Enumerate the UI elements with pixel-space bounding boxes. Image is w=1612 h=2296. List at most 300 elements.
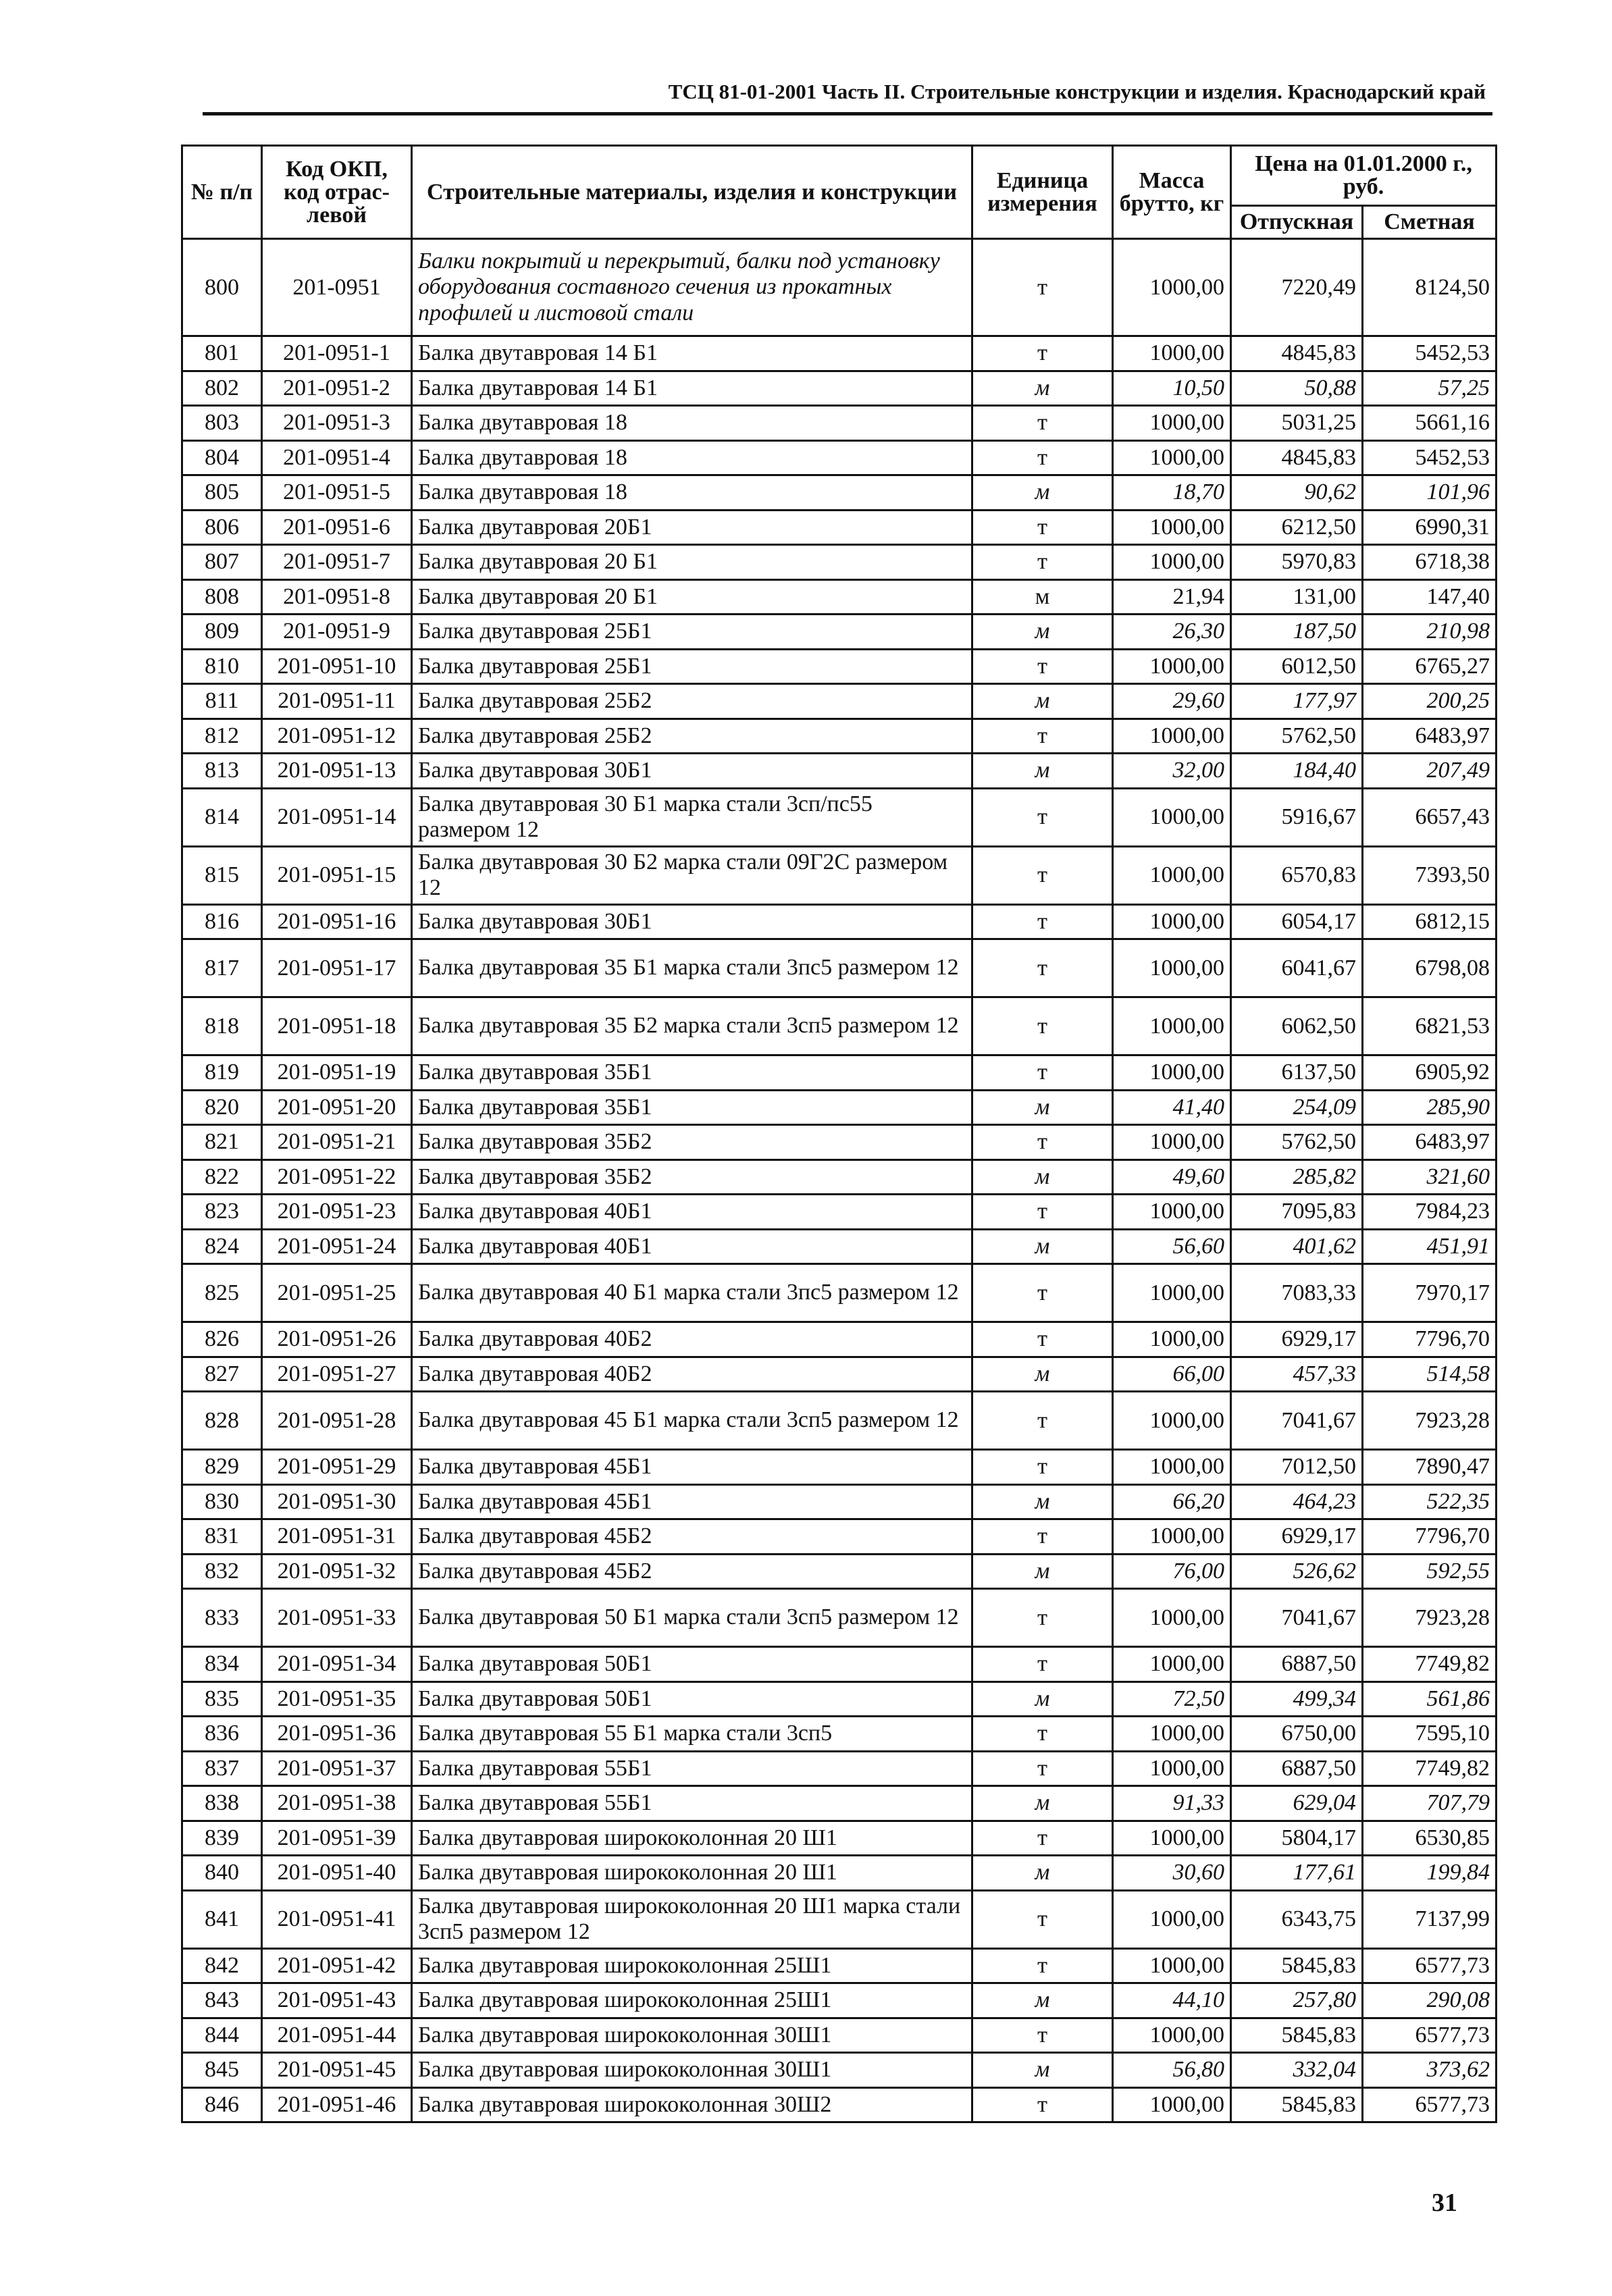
table-body (182, 239, 1497, 2122)
cell-release-price: 4845,83 (1231, 440, 1363, 475)
cell-item-name: Балка двутавровая 25Б1 (412, 649, 972, 684)
cell-estimate-price: 592,55 (1363, 1554, 1497, 1589)
table-row (182, 1890, 1497, 1948)
cell-gross-mass: 1000,00 (1113, 2087, 1231, 2122)
cell-okp-code: 201-0951-9 (262, 615, 412, 650)
cell-release-price: 7083,33 (1231, 1264, 1363, 1322)
cell-release-price: 5031,25 (1231, 406, 1363, 441)
cell-release-price: 6062,50 (1231, 997, 1363, 1055)
cell-unit: т (972, 545, 1113, 580)
cell-release-price: 6137,50 (1231, 1055, 1363, 1091)
cell-gross-mass: 41,40 (1113, 1090, 1231, 1125)
cell-gross-mass: 1000,00 (1113, 788, 1231, 846)
cell-release-price: 187,50 (1231, 615, 1363, 650)
cell-item-name: Балки покрытий и перекрытий, балки под установку оборудования составного сечения из прокатных профилей и листовой стали (412, 239, 972, 336)
cell-item-name: Балка двутавровая ширококолонная 25Ш1 (412, 1983, 972, 2018)
cell-row-number: 812 (182, 719, 262, 754)
cell-estimate-price: 522,35 (1363, 1484, 1497, 1519)
cell-unit: м (972, 1484, 1113, 1519)
cell-item-name: Балка двутавровая 45Б2 (412, 1519, 972, 1555)
cell-unit: м (972, 1229, 1113, 1264)
cell-row-number: 814 (182, 788, 262, 846)
cell-release-price: 7041,67 (1231, 1392, 1363, 1450)
cell-gross-mass: 1000,00 (1113, 1589, 1231, 1647)
cell-okp-code: 201-0951-11 (262, 684, 412, 719)
table-row (182, 1392, 1497, 1450)
table-row (182, 1554, 1497, 1589)
table-row (182, 1948, 1497, 1983)
cell-estimate-price: 200,25 (1363, 684, 1497, 719)
cell-release-price: 6929,17 (1231, 1519, 1363, 1555)
cell-unit: м (972, 1554, 1113, 1589)
cell-estimate-price: 5661,16 (1363, 406, 1497, 441)
cell-okp-code: 201-0951-30 (262, 1484, 412, 1519)
cell-gross-mass: 1000,00 (1113, 649, 1231, 684)
cell-gross-mass: 44,10 (1113, 1983, 1231, 2018)
cell-row-number: 822 (182, 1159, 262, 1195)
cell-estimate-price: 7796,70 (1363, 1519, 1497, 1555)
cell-estimate-price: 6821,53 (1363, 997, 1497, 1055)
table-row (182, 684, 1497, 719)
cell-gross-mass: 10,50 (1113, 371, 1231, 406)
table-row (182, 1681, 1497, 1717)
header-price-group: Цена на 01.01.2000 г., руб. (1231, 146, 1497, 206)
cell-row-number: 820 (182, 1090, 262, 1125)
cell-item-name: Балка двутавровая 35 Б1 марка стали 3пс5 размером 12 (412, 939, 972, 997)
cell-unit: м (972, 1090, 1113, 1125)
cell-okp-code: 201-0951-28 (262, 1392, 412, 1450)
table-row (182, 1229, 1497, 1264)
cell-estimate-price: 290,08 (1363, 1983, 1497, 2018)
cell-estimate-price: 210,98 (1363, 615, 1497, 650)
cell-row-number: 837 (182, 1751, 262, 1786)
cell-item-name: Балка двутавровая 55Б1 (412, 1786, 972, 1821)
table-row (182, 371, 1497, 406)
cell-estimate-price: 7393,50 (1363, 846, 1497, 904)
cell-release-price: 5916,67 (1231, 788, 1363, 846)
cell-unit: т (972, 1751, 1113, 1786)
cell-okp-code: 201-0951-45 (262, 2053, 412, 2088)
cell-item-name: Балка двутавровая 20 Б1 (412, 579, 972, 615)
cell-unit: т (972, 2087, 1113, 2122)
cell-row-number: 813 (182, 754, 262, 789)
cell-estimate-price: 7890,47 (1363, 1450, 1497, 1485)
cell-unit: м (972, 754, 1113, 789)
cell-okp-code: 201-0951-42 (262, 1948, 412, 1983)
table-row (182, 1717, 1497, 1752)
cell-okp-code: 201-0951-35 (262, 1681, 412, 1717)
cell-estimate-price: 6905,92 (1363, 1055, 1497, 1091)
cell-gross-mass: 1000,00 (1113, 904, 1231, 939)
cell-unit: т (972, 719, 1113, 754)
cell-release-price: 6929,17 (1231, 1322, 1363, 1357)
cell-unit: т (972, 1821, 1113, 1856)
cell-release-price: 5970,83 (1231, 545, 1363, 580)
cell-row-number: 835 (182, 1681, 262, 1717)
cell-item-name: Балка двутавровая 35Б2 (412, 1159, 972, 1195)
cell-release-price: 5762,50 (1231, 719, 1363, 754)
cell-okp-code: 201-0951-4 (262, 440, 412, 475)
table-row (182, 1159, 1497, 1195)
cell-release-price: 464,23 (1231, 1484, 1363, 1519)
cell-estimate-price: 199,84 (1363, 1856, 1497, 1891)
table-row (182, 1786, 1497, 1821)
cell-release-price: 5845,83 (1231, 2087, 1363, 2122)
table-row (182, 846, 1497, 904)
cell-item-name: Балка двутавровая 18 (412, 406, 972, 441)
cell-gross-mass: 91,33 (1113, 1786, 1231, 1821)
cell-release-price: 254,09 (1231, 1090, 1363, 1125)
cell-unit: м (972, 684, 1113, 719)
cell-unit: т (972, 336, 1113, 371)
cell-unit: м (972, 371, 1113, 406)
cell-item-name: Балка двутавровая 20 Б1 (412, 545, 972, 580)
cell-unit: м (972, 1681, 1113, 1717)
cell-row-number: 832 (182, 1554, 262, 1589)
cell-unit: м (972, 1983, 1113, 2018)
cell-estimate-price: 6990,31 (1363, 510, 1497, 545)
cell-estimate-price: 7984,23 (1363, 1195, 1497, 1230)
cell-item-name: Балка двутавровая 40Б2 (412, 1322, 972, 1357)
cell-release-price: 499,34 (1231, 1681, 1363, 1717)
cell-estimate-price: 6483,97 (1363, 1125, 1497, 1160)
cell-okp-code: 201-0951-34 (262, 1647, 412, 1682)
cell-item-name: Балка двутавровая 25Б2 (412, 719, 972, 754)
cell-item-name: Балка двутавровая ширококолонная 30Ш1 (412, 2018, 972, 2053)
cell-estimate-price: 7137,99 (1363, 1890, 1497, 1948)
cell-release-price: 50,88 (1231, 371, 1363, 406)
cell-row-number: 844 (182, 2018, 262, 2053)
cell-release-price: 257,80 (1231, 1983, 1363, 2018)
cell-item-name: Балка двутавровая 50 Б1 марка стали 3сп5 размером 12 (412, 1589, 972, 1647)
cell-item-name: Балка двутавровая ширококолонная 30Ш1 (412, 2053, 972, 2088)
cell-unit: т (972, 406, 1113, 441)
cell-gross-mass: 66,00 (1113, 1357, 1231, 1392)
cell-gross-mass: 1000,00 (1113, 997, 1231, 1055)
cell-item-name: Балка двутавровая 40Б1 (412, 1229, 972, 1264)
cell-okp-code: 201-0951-22 (262, 1159, 412, 1195)
cell-unit: т (972, 1717, 1113, 1752)
cell-row-number: 843 (182, 1983, 262, 2018)
cell-gross-mass: 49,60 (1113, 1159, 1231, 1195)
table-row (182, 475, 1497, 511)
cell-release-price: 7220,49 (1231, 239, 1363, 336)
cell-gross-mass: 18,70 (1113, 475, 1231, 511)
cell-row-number: 845 (182, 2053, 262, 2088)
cell-okp-code: 201-0951-41 (262, 1890, 412, 1948)
cell-item-name: Балка двутавровая 45Б1 (412, 1450, 972, 1485)
cell-item-name: Балка двутавровая 45Б1 (412, 1484, 972, 1519)
table-row (182, 1821, 1497, 1856)
cell-gross-mass: 1000,00 (1113, 1821, 1231, 1856)
cell-okp-code: 201-0951-6 (262, 510, 412, 545)
table-row (182, 615, 1497, 650)
table-row (182, 997, 1497, 1055)
cell-release-price: 131,00 (1231, 579, 1363, 615)
cell-gross-mass: 56,80 (1113, 2053, 1231, 2088)
cell-gross-mass: 1000,00 (1113, 1392, 1231, 1450)
cell-unit: м (972, 2053, 1113, 2088)
cell-okp-code: 201-0951-21 (262, 1125, 412, 1160)
cell-estimate-price: 101,96 (1363, 475, 1497, 511)
cell-item-name: Балка двутавровая 40Б2 (412, 1357, 972, 1392)
table-row (182, 649, 1497, 684)
cell-item-name: Балка двутавровая 25Б2 (412, 684, 972, 719)
cell-estimate-price: 5452,53 (1363, 336, 1497, 371)
cell-item-name: Балка двутавровая 45Б2 (412, 1554, 972, 1589)
cell-item-name: Балка двутавровая 18 (412, 440, 972, 475)
cell-row-number: 803 (182, 406, 262, 441)
cell-estimate-price: 6765,27 (1363, 649, 1497, 684)
cell-estimate-price: 514,58 (1363, 1357, 1497, 1392)
table-row (182, 788, 1497, 846)
cell-okp-code: 201-0951-25 (262, 1264, 412, 1322)
cell-row-number: 824 (182, 1229, 262, 1264)
cell-item-name: Балка двутавровая 40Б1 (412, 1195, 972, 1230)
cell-item-name: Балка двутавровая 35Б2 (412, 1125, 972, 1160)
cell-item-name: Балка двутавровая 30Б1 (412, 754, 972, 789)
cell-row-number: 809 (182, 615, 262, 650)
cell-okp-code: 201-0951-29 (262, 1450, 412, 1485)
cell-okp-code: 201-0951-31 (262, 1519, 412, 1555)
cell-item-name: Балка двутавровая ширококолонная 20 Ш1 марка стали 3сп5 размером 12 (412, 1890, 972, 1948)
cell-estimate-price: 561,86 (1363, 1681, 1497, 1717)
table-row (182, 336, 1497, 371)
cell-release-price: 177,61 (1231, 1856, 1363, 1891)
cell-unit: т (972, 1322, 1113, 1357)
table-row (182, 719, 1497, 754)
cell-item-name: Балка двутавровая 50Б1 (412, 1647, 972, 1682)
table-row (182, 1519, 1497, 1555)
cell-row-number: 818 (182, 997, 262, 1055)
header-release-price: Отпускная (1231, 206, 1363, 239)
cell-row-number: 830 (182, 1484, 262, 1519)
cell-unit: т (972, 997, 1113, 1055)
cell-row-number: 842 (182, 1948, 262, 1983)
cell-unit: т (972, 510, 1113, 545)
cell-okp-code: 201-0951-3 (262, 406, 412, 441)
cell-gross-mass: 1000,00 (1113, 510, 1231, 545)
cell-release-price: 6012,50 (1231, 649, 1363, 684)
header-mass: Масса брутто, кг (1113, 146, 1231, 239)
cell-unit: м (972, 1856, 1113, 1891)
cell-estimate-price: 7749,82 (1363, 1751, 1497, 1786)
cell-row-number: 828 (182, 1392, 262, 1450)
cell-okp-code: 201-0951-39 (262, 1821, 412, 1856)
header-estimate-price: Сметная (1363, 206, 1497, 239)
cell-release-price: 177,97 (1231, 684, 1363, 719)
table-row (182, 1195, 1497, 1230)
cell-okp-code: 201-0951-18 (262, 997, 412, 1055)
cell-okp-code: 201-0951-16 (262, 904, 412, 939)
cell-gross-mass: 1000,00 (1113, 719, 1231, 754)
cell-okp-code: 201-0951-33 (262, 1589, 412, 1647)
cell-estimate-price: 7970,17 (1363, 1264, 1497, 1322)
cell-unit: т (972, 1647, 1113, 1682)
cell-estimate-price: 8124,50 (1363, 239, 1497, 336)
cell-gross-mass: 1000,00 (1113, 1322, 1231, 1357)
cell-row-number: 811 (182, 684, 262, 719)
cell-item-name: Балка двутавровая ширококолонная 20 Ш1 (412, 1856, 972, 1891)
cell-item-name: Балка двутавровая 30 Б1 марка стали 3сп/пс55 размером 12 (412, 788, 972, 846)
cell-item-name: Балка двутавровая 55 Б1 марка стали 3сп5 (412, 1717, 972, 1752)
cell-release-price: 4845,83 (1231, 336, 1363, 371)
cell-okp-code: 201-0951-40 (262, 1856, 412, 1891)
cell-gross-mass: 1000,00 (1113, 1890, 1231, 1948)
table-row (182, 1983, 1497, 2018)
cell-release-price: 7012,50 (1231, 1450, 1363, 1485)
cell-okp-code: 201-0951-36 (262, 1717, 412, 1752)
cell-unit: м (972, 1357, 1113, 1392)
cell-row-number: 808 (182, 579, 262, 615)
cell-release-price: 332,04 (1231, 2053, 1363, 2088)
cell-row-number: 816 (182, 904, 262, 939)
cell-unit: м (972, 1159, 1113, 1195)
cell-release-price: 401,62 (1231, 1229, 1363, 1264)
cell-item-name: Балка двутавровая 55Б1 (412, 1751, 972, 1786)
cell-gross-mass: 1000,00 (1113, 1264, 1231, 1322)
table-row (182, 939, 1497, 997)
table-row (182, 1090, 1497, 1125)
table-row (182, 239, 1497, 336)
table-row (182, 904, 1497, 939)
cell-estimate-price: 6483,97 (1363, 719, 1497, 754)
cell-row-number: 841 (182, 1890, 262, 1948)
table-row (182, 1055, 1497, 1091)
cell-gross-mass: 1000,00 (1113, 1647, 1231, 1682)
table-row (182, 1357, 1497, 1392)
cell-row-number: 802 (182, 371, 262, 406)
cell-okp-code: 201-0951-15 (262, 846, 412, 904)
cell-item-name: Балка двутавровая ширококолонная 30Ш2 (412, 2087, 972, 2122)
cell-okp-code: 201-0951-46 (262, 2087, 412, 2122)
cell-okp-code: 201-0951-44 (262, 2018, 412, 2053)
cell-row-number: 805 (182, 475, 262, 511)
cell-release-price: 457,33 (1231, 1357, 1363, 1392)
table-row (182, 510, 1497, 545)
cell-row-number: 819 (182, 1055, 262, 1091)
cell-item-name: Балка двутавровая 45 Б1 марка стали 3сп5 размером 12 (412, 1392, 972, 1450)
cell-okp-code: 201-0951-5 (262, 475, 412, 511)
cell-estimate-price: 5452,53 (1363, 440, 1497, 475)
cell-unit: т (972, 1264, 1113, 1322)
cell-item-name: Балка двутавровая 35Б1 (412, 1090, 972, 1125)
cell-unit: т (972, 1125, 1113, 1160)
cell-gross-mass: 1000,00 (1113, 939, 1231, 997)
cell-row-number: 804 (182, 440, 262, 475)
cell-release-price: 5845,83 (1231, 2018, 1363, 2053)
cell-estimate-price: 451,91 (1363, 1229, 1497, 1264)
cell-gross-mass: 30,60 (1113, 1856, 1231, 1891)
cell-estimate-price: 6718,38 (1363, 545, 1497, 580)
table-row (182, 1125, 1497, 1160)
cell-release-price: 6570,83 (1231, 846, 1363, 904)
cell-unit: т (972, 1450, 1113, 1485)
table-row (182, 2053, 1497, 2088)
cell-gross-mass: 1000,00 (1113, 1948, 1231, 1983)
cell-item-name: Балка двутавровая 14 Б1 (412, 336, 972, 371)
cell-gross-mass: 1000,00 (1113, 239, 1231, 336)
cell-gross-mass: 1000,00 (1113, 1125, 1231, 1160)
cell-estimate-price: 707,79 (1363, 1786, 1497, 1821)
cell-release-price: 184,40 (1231, 754, 1363, 789)
cell-okp-code: 201-0951-20 (262, 1090, 412, 1125)
table-row (182, 545, 1497, 580)
table-row (182, 406, 1497, 441)
table-row (182, 1647, 1497, 1682)
cell-estimate-price: 7923,28 (1363, 1589, 1497, 1647)
cell-gross-mass: 1000,00 (1113, 1055, 1231, 1091)
header-rule (203, 112, 1492, 115)
cell-estimate-price: 207,49 (1363, 754, 1497, 789)
table-row (182, 2018, 1497, 2053)
cell-release-price: 6887,50 (1231, 1647, 1363, 1682)
cell-item-name: Балка двутавровая 30 Б2 марка стали 09Г2С размером 12 (412, 846, 972, 904)
table-row (182, 754, 1497, 789)
cell-okp-code: 201-0951 (262, 239, 412, 336)
cell-gross-mass: 1000,00 (1113, 2018, 1231, 2053)
cell-item-name: Балка двутавровая 35Б1 (412, 1055, 972, 1091)
cell-release-price: 6041,67 (1231, 939, 1363, 997)
cell-release-price: 7041,67 (1231, 1589, 1363, 1647)
cell-gross-mass: 32,00 (1113, 754, 1231, 789)
cell-row-number: 827 (182, 1357, 262, 1392)
cell-release-price: 5762,50 (1231, 1125, 1363, 1160)
cell-row-number: 829 (182, 1450, 262, 1485)
cell-row-number: 826 (182, 1322, 262, 1357)
cell-item-name: Балка двутавровая 25Б1 (412, 615, 972, 650)
cell-gross-mass: 1000,00 (1113, 1717, 1231, 1752)
cell-row-number: 834 (182, 1647, 262, 1682)
cell-okp-code: 201-0951-17 (262, 939, 412, 997)
cell-item-name: Балка двутавровая 14 Б1 (412, 371, 972, 406)
cell-estimate-price: 147,40 (1363, 579, 1497, 615)
header-code: Код ОКП, код отрас-левой (262, 146, 412, 239)
cell-release-price: 6343,75 (1231, 1890, 1363, 1948)
cell-row-number: 817 (182, 939, 262, 997)
cell-gross-mass: 56,60 (1113, 1229, 1231, 1264)
cell-okp-code: 201-0951-10 (262, 649, 412, 684)
table-row (182, 1589, 1497, 1647)
table-row (182, 1751, 1497, 1786)
cell-row-number: 807 (182, 545, 262, 580)
cell-gross-mass: 1000,00 (1113, 1450, 1231, 1485)
cell-gross-mass: 26,30 (1113, 615, 1231, 650)
cell-gross-mass: 1000,00 (1113, 440, 1231, 475)
cell-estimate-price: 321,60 (1363, 1159, 1497, 1195)
cell-okp-code: 201-0951-14 (262, 788, 412, 846)
cell-row-number: 839 (182, 1821, 262, 1856)
table-row (182, 1450, 1497, 1485)
cell-unit: т (972, 1948, 1113, 1983)
table-row (182, 1484, 1497, 1519)
cell-gross-mass: 21,94 (1113, 579, 1231, 615)
cell-estimate-price: 285,90 (1363, 1090, 1497, 1125)
cell-estimate-price: 6812,15 (1363, 904, 1497, 939)
cell-row-number: 800 (182, 239, 262, 336)
cell-release-price: 6054,17 (1231, 904, 1363, 939)
cell-gross-mass: 1000,00 (1113, 545, 1231, 580)
cell-unit: т (972, 1519, 1113, 1555)
header-num: № п/п (182, 146, 262, 239)
cell-release-price: 5845,83 (1231, 1948, 1363, 1983)
cell-estimate-price: 6577,73 (1363, 2018, 1497, 2053)
running-header: ТСЦ 81-01-2001 Часть II. Строительные конструкции и изделия. Краснодарский край (668, 80, 1486, 103)
cell-unit: т (972, 1890, 1113, 1948)
cell-row-number: 801 (182, 336, 262, 371)
cell-okp-code: 201-0951-23 (262, 1195, 412, 1230)
cell-row-number: 836 (182, 1717, 262, 1752)
